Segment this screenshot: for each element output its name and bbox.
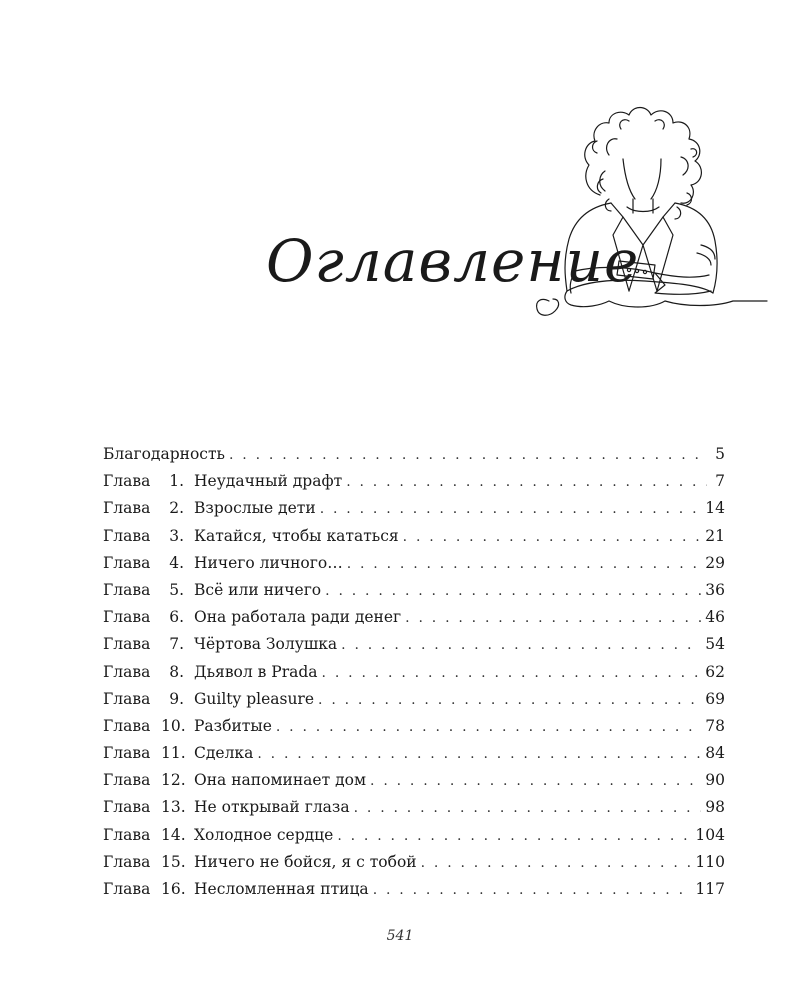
dot-leader	[276, 719, 701, 735]
toc-page-number: 78	[705, 716, 725, 735]
dot-leader	[370, 773, 701, 789]
dot-leader	[347, 556, 702, 572]
toc-entry-title: Сделка	[194, 744, 254, 763]
toc-entry	[103, 663, 725, 690]
chapter-number: 4.	[169, 553, 184, 572]
toc-entry-title: Катайся, чтобы кататься	[194, 526, 399, 545]
toc-page-number: 7	[715, 472, 725, 491]
woman-line-illustration	[505, 95, 775, 335]
dot-leader	[421, 855, 692, 871]
chapter-number: 2.	[169, 499, 184, 518]
toc-entry-title: Дьявол в Prada	[194, 662, 318, 681]
toc-page-number: 104	[695, 825, 725, 844]
toc-entry-title: Она работала ради денег	[194, 608, 402, 627]
toc-entry	[103, 554, 725, 581]
toc-entry	[103, 880, 725, 907]
chapter-label: Глава	[103, 662, 151, 681]
toc-entry	[103, 853, 725, 880]
chapter-label: Глава	[103, 798, 151, 817]
dot-leader	[320, 501, 702, 517]
chapter-label: Глава	[103, 716, 151, 735]
toc-page-number: 62	[705, 662, 725, 681]
chapter-label: Глава	[103, 852, 151, 871]
chapter-number: 6.	[169, 608, 184, 627]
toc-page-number: 110	[695, 852, 725, 871]
chapter-label: Глава	[103, 744, 151, 763]
chapter-number: 15.	[161, 852, 186, 871]
toc-entry-title: Холодное сердце	[194, 825, 334, 844]
toc-page-number: 54	[705, 635, 725, 654]
toc-page-number: 14	[705, 499, 725, 518]
toc-page-number: 84	[705, 744, 725, 763]
toc-entry-title: Guilty pleasure	[194, 689, 315, 708]
chapter-label: Глава	[103, 526, 151, 545]
page-title: Оглавление	[266, 227, 640, 295]
chapter-label: Глава	[103, 880, 151, 898]
toc-page-number: 29	[705, 553, 725, 572]
dot-leader	[322, 665, 702, 681]
toc-entry-title: Несломленная птица	[194, 880, 369, 898]
chapter-number: 5.	[169, 580, 184, 599]
chapter-number: 12.	[161, 771, 186, 790]
chapter-number: 8.	[169, 662, 184, 681]
chapter-label: Глава	[103, 608, 151, 627]
toc-page-number: 46	[705, 608, 725, 627]
toc-entry-title: Благодарность	[103, 445, 225, 463]
toc-entry	[103, 826, 725, 853]
chapter-number: 13.	[161, 798, 186, 817]
chapter-label: Глава	[103, 771, 151, 790]
table-of-contents	[103, 445, 725, 907]
dot-leader	[405, 610, 701, 626]
chapter-number: 11.	[161, 744, 186, 763]
toc-entry	[103, 717, 725, 744]
dot-leader	[373, 882, 692, 898]
toc-entry	[103, 527, 725, 554]
chapter-number: 9.	[169, 689, 184, 708]
chapter-number: 16.	[161, 880, 186, 898]
chapter-number: 7.	[169, 635, 184, 654]
dot-leader	[403, 529, 702, 545]
dot-leader	[346, 474, 707, 490]
toc-entry	[103, 581, 725, 608]
toc-page-number: 36	[705, 580, 725, 599]
chapter-number: 10.	[161, 716, 186, 735]
dot-leader	[354, 800, 702, 816]
toc-entry-title: Взрослые дети	[194, 499, 316, 518]
toc-page-number: 98	[705, 798, 725, 817]
toc-entry	[103, 499, 725, 526]
toc-entry-title: Чёртова Золушка	[194, 635, 338, 654]
dot-leader	[341, 637, 701, 653]
toc-entry	[103, 635, 725, 662]
dot-leader	[229, 447, 707, 463]
toc-page-number: 90	[705, 771, 725, 790]
toc-entry-title: Ничего не бойся, я с тобой	[194, 852, 417, 871]
chapter-label: Глава	[103, 635, 151, 654]
chapter-label: Глава	[103, 472, 151, 491]
chapter-label: Глава	[103, 580, 151, 599]
toc-entry-title: Она напоминает дом	[194, 771, 367, 790]
dot-leader	[318, 692, 701, 708]
chapter-number: 1.	[169, 472, 184, 491]
toc-entry-title: Неудачный драфт	[194, 472, 343, 491]
toc-entry	[103, 690, 725, 717]
toc-page-number: 117	[695, 880, 725, 898]
toc-entry	[103, 744, 725, 771]
toc-page-number: 21	[705, 526, 725, 545]
chapter-label: Глава	[103, 689, 151, 708]
toc-entry	[103, 771, 725, 798]
page-number: 541	[386, 928, 414, 944]
toc-entry	[103, 445, 725, 472]
chapter-number: 3.	[169, 526, 184, 545]
toc-entry-title: Разбитые	[194, 716, 272, 735]
dot-leader	[337, 828, 691, 844]
toc-entry	[103, 472, 725, 499]
chapter-number: 14.	[161, 825, 186, 844]
dot-leader	[257, 746, 701, 762]
toc-entry-title: Ничего личного…	[194, 553, 343, 572]
toc-entry	[103, 798, 725, 825]
chapter-label: Глава	[103, 499, 151, 518]
toc-page-number: 5	[715, 445, 725, 463]
toc-page-number: 69	[705, 689, 725, 708]
toc-entry-title: Не открывай глаза	[194, 798, 350, 817]
dot-leader	[325, 583, 701, 599]
chapter-label: Глава	[103, 553, 151, 572]
toc-entry	[103, 608, 725, 635]
toc-entry-title: Всё или ничего	[194, 580, 322, 599]
chapter-label: Глава	[103, 825, 151, 844]
